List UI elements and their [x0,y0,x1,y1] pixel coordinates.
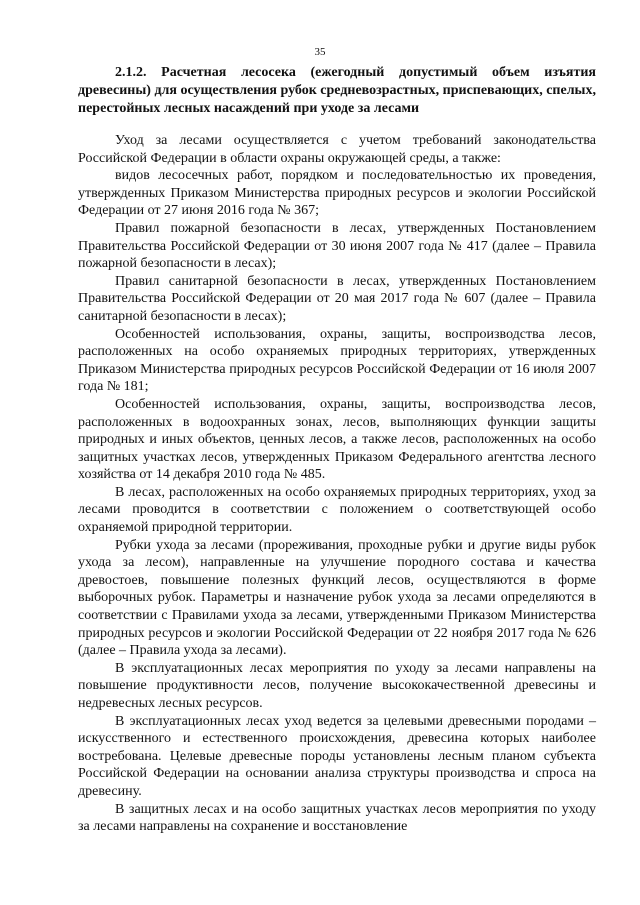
paragraph: Рубки ухода за лесами (прореживания, проходные рубки и другие виды рубок ухода за лесом), направленные на улучшение породного состава и качества древостоев, повышение полезных функций лесов, осуществляются в форме выборочных рубок. Параметры и назначение рубок ухода за лесами определяются в соответствии с Правилами ухода за лесами, утвержденными Приказом Министерства природных ресурсов и экологии Российской Федерации от 22 ноября 2017 года № 626 (далее – Правила ухода за лесами). [78,537,596,659]
paragraph: Правил санитарной безопасности в лесах, утвержденных Постановлением Правительства Российской Федерации от 20 мая 2017 года № 607 (далее – Правила санитарной безопасности в лесах); [78,273,596,324]
paragraph: Правил пожарной безопасности в лесах, утвержденных Постановлением Правительства Российской Федерации от 30 июня 2007 года № 417 (далее – Правила пожарной безопасности в лесах); [78,220,596,272]
paragraph: В защитных лесах и на особо защитных участках лесов мероприятия по уходу за лесами направлены на сохранение и восстановление [78,801,596,835]
paragraph: В эксплуатационных лесах уход ведется за целевыми древесными породами – искусственного и естественного происхождения, древесина которых наиболее востребована. Целевые древесные породы установлены лесным планом субъекта Российской Федерации на основании анализа структуры производства и спроса на древесину. [78,713,596,799]
paragraph: Уход за лесами осуществляется с учетом требований законодательства Российской Федерации в области охраны окружающей среды, а также: [78,133,596,166]
page-number: 35 [314,46,326,58]
paragraph: В эксплуатационных лесах мероприятия по уходу за лесами направлены на повышение продуктивности лесов, получение высококачественной древесины и недревесных лесных ресурсов. [78,660,596,711]
paragraph: Особенностей использования, охраны, защиты, воспроизводства лесов, расположенных на особо охраняемых природных территориях, утвержденных Приказом Министерства природных ресурсов Российской Федерации от 16 июля 2007 года № 181; [78,326,596,395]
section-heading: 2.1.2. Расчетная лесосека (ежегодный допустимый объем изъятия древесины) для осуществления рубок средневозрастных, приспевающих, спелых, перестойных лесных насаждений при уходе за лесами [78,65,596,116]
paragraph: В лесах, расположенных на особо охраняемых природных территориях, уход за лесами проводится в соответствии с положением о соответствующей особо охраняемой природной территории. [78,484,596,536]
paragraph: Особенностей использования, охраны, защиты, воспроизводства лесов, расположенных в водоохранных зонах, лесов, выполняющих функции защиты природных и иных объектов, ценных лесов, а также лесов, расположенных на особо защитных участках лесов, утвержденных Приказом Федерального агентства лесного хозяйства от 14 декабря 2010 года № 485. [78,396,596,483]
paragraph: видов лесосечных работ, порядком и последовательностью их проведения, утвержденных Приказом Министерства природных ресурсов и экологии Российской Федерации от 27 июня 2016 года № 367; [78,168,596,219]
document-body [78,64,596,836]
